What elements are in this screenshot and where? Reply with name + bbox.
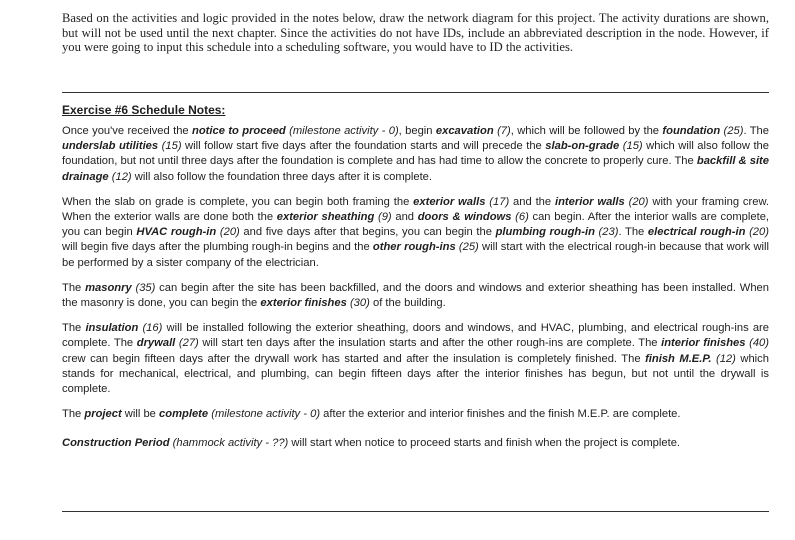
text: The xyxy=(62,281,86,294)
text: will follow start five days after the foundation starts and will precede the xyxy=(181,140,546,153)
paragraph-insulation xyxy=(62,321,769,397)
activity-backfill: backfill & site drainage xyxy=(62,155,770,183)
duration: (23) xyxy=(594,226,619,239)
text: will start with the electrical rough-in because that work will be performed by a sister company of the electrician. xyxy=(62,241,769,269)
text: which stands for mechanical, electrical, and plumbing, can begin fifteen days after the interior finishes has begun, but not until the drywall is complete. xyxy=(62,352,769,396)
text: will be installed following the exterior sheathing, doors and windows, and HVAC, plumbing, and electrical rough-ins are complete. The xyxy=(62,322,769,350)
text: will also follow the foundation three days after it is complete. xyxy=(131,170,433,183)
duration: (40) xyxy=(745,337,769,350)
text: which will also follow the foundation, but not until three days after the foundation is complete and has had time to allow the concrete to properly cure. The xyxy=(62,140,769,168)
activity-slab-on-grade: slab-on-grade xyxy=(545,140,620,153)
text: will be xyxy=(121,408,160,421)
paragraph-project-complete xyxy=(62,407,769,422)
activity-project: project xyxy=(84,408,122,421)
text: . The xyxy=(618,226,648,239)
activity-insulation: insulation xyxy=(85,322,139,335)
text: crew can begin fifteen days after the drywall work has started and after the insulation is completely finished. The xyxy=(62,352,646,365)
activity-exterior-sheathing: exterior sheathing xyxy=(276,211,375,224)
activity-notice-to-proceed: notice to proceed xyxy=(192,125,286,137)
duration: (milestone activity - 0) xyxy=(285,125,399,137)
activity-masonry: masonry xyxy=(85,281,132,294)
duration: (hammock activity - ??) xyxy=(169,437,289,450)
duration: (15) xyxy=(619,140,643,153)
bottom-divider xyxy=(62,511,769,512)
paragraph-framing xyxy=(62,195,769,271)
duration: (17) xyxy=(485,195,510,208)
text: . The xyxy=(743,125,769,137)
notes-heading: Exercise #6 Schedule Notes: xyxy=(62,103,226,117)
duration: (6) xyxy=(511,211,529,224)
paragraph-masonry xyxy=(62,281,769,311)
text: The xyxy=(62,408,85,421)
activity-exterior-walls: exterior walls xyxy=(413,195,486,208)
text: Once you've received the xyxy=(62,125,193,137)
duration: (16) xyxy=(138,322,163,335)
activity-finish-mep: finish M.E.P. xyxy=(645,352,712,365)
text: will begin five days after the plumbing rough-in begins and the xyxy=(62,241,373,254)
text: can begin after the site has been backfilled, and the doors and windows and exterior sheathing has been installed. When the masonry is done, you can begin the xyxy=(62,281,769,310)
text: When the slab on grade is complete, you can begin both framing the xyxy=(62,195,414,208)
text: The xyxy=(62,322,86,335)
text: will start when notice to proceed starts and finish when the project is complete. xyxy=(288,437,681,450)
duration: (12) xyxy=(108,170,132,183)
duration: (7) xyxy=(493,125,511,137)
activity-doors-windows: doors & windows xyxy=(417,211,512,224)
text: and xyxy=(391,211,418,224)
activity-drywall: drywall xyxy=(136,337,176,350)
activity-foundation: foundation xyxy=(662,125,721,137)
duration: (milestone activity - 0) xyxy=(208,408,321,421)
activity-construction-period: Construction Period xyxy=(62,437,170,450)
duration: (25) xyxy=(455,241,479,254)
schedule-notes xyxy=(62,103,769,462)
text: with your framing crew. When the exterior walls are done both the xyxy=(62,195,770,224)
duration: (30) xyxy=(346,297,370,310)
paragraph-construction-period xyxy=(62,436,769,451)
top-divider xyxy=(62,92,769,93)
duration: (27) xyxy=(175,337,199,350)
activity-interior-walls: interior walls xyxy=(554,195,625,208)
activity-other-rough-ins: other rough-ins xyxy=(372,241,456,254)
duration: (15) xyxy=(158,140,182,153)
activity-plumbing-rough-in: plumbing rough-in xyxy=(495,226,595,239)
text: of the building. xyxy=(369,297,446,310)
activity-hvac-rough-in: HVAC rough-in xyxy=(136,226,217,239)
paragraph-foundation xyxy=(62,124,769,185)
activity-underslab-utilities: underslab utilities xyxy=(62,140,159,153)
duration: (20) xyxy=(624,195,649,208)
text: , which will be followed by the xyxy=(510,125,663,137)
text: and the xyxy=(509,195,555,208)
text: will start ten days after the insulation starts and after the other rough-ins are complete. The xyxy=(198,337,662,350)
text: and five days after that begins, you can begin the xyxy=(239,226,496,239)
activity-excavation: excavation xyxy=(435,125,494,137)
duration: (9) xyxy=(374,211,392,224)
duration: (20) xyxy=(745,226,769,239)
duration: (20) xyxy=(216,226,240,239)
activity-complete: complete xyxy=(159,408,209,421)
duration: (25) xyxy=(720,125,744,137)
activity-electrical-rough-in: electrical rough-in xyxy=(647,226,746,239)
text: can begin. After the interior walls are complete, you can begin xyxy=(62,211,770,239)
activity-exterior-finishes: exterior finishes xyxy=(260,297,347,310)
duration: (35) xyxy=(131,281,156,294)
text: , begin xyxy=(398,125,436,137)
intro-paragraph: Based on the activities and logic provided in the notes below, draw the network diagram for this project. The activity durations are shown, but will not be used until the next chapter. Since the activities do not have IDs, include an abbreviated description in the node. However, if you were going to input this schedule into a scheduling software, you would have to ID the activities. xyxy=(62,11,769,55)
activity-interior-finishes: interior finishes xyxy=(661,337,746,350)
duration: (12) xyxy=(711,352,736,365)
text: after the exterior and interior finishes and the finish M.E.P. are complete. xyxy=(320,408,681,421)
